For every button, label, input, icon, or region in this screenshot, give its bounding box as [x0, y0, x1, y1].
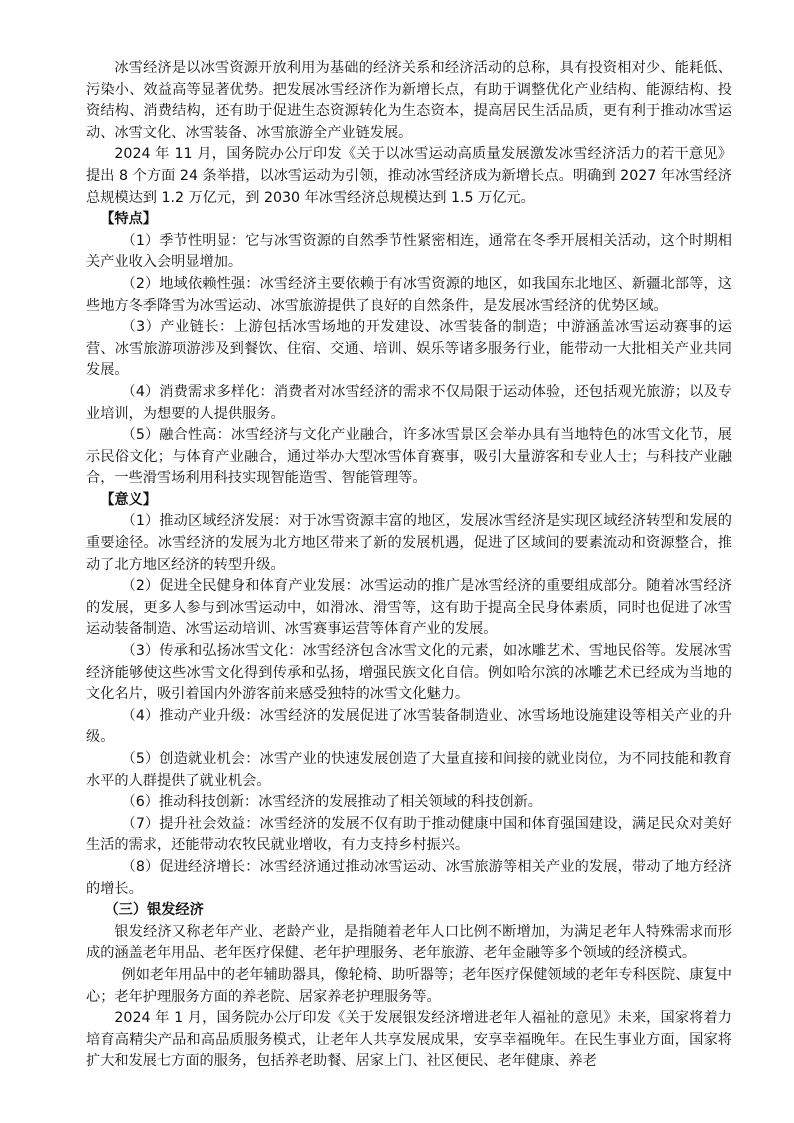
paragraph-silver-examples: 例如老年用品中的老年辅助器具，像轮椅、助听器等；老年医疗保健领域的老年专科医院、康复中心；老年护理服务方面的养老院、居家养老护理服务等。: [86, 966, 732, 1005]
feature-item-1: （1）季节性明显：它与冰雪资源的自然季节性紧密相连，通常在冬季开展相关活动，这个时期相关产业收入会明显增加。: [86, 232, 732, 271]
significance-item-8: （8）促进经济增长：冰雪经济通过推动冰雪运动、冰雪旅游等相关产业的发展，带动了地方经济的增长。: [86, 858, 732, 897]
paragraph-intro: 冰雪经济是以冰雪资源开放利用为基础的经济关系和经济活动的总称，具有投资相对少、能耗低、污染小、效益高等显著优势。把发展冰雪经济作为新增长点，有助于调整优化产业结构、能源结构、投资结构、消费结构，还有助于促进生态资源转化为生态资本，提高居民生活品质，更有利于推动冰雪运动、冰雪文化、冰雪装备、冰雪旅游全产业链发展。: [86, 60, 732, 141]
feature-item-4: （4）消费需求多样化：消费者对冰雪经济的需求不仅局限于运动体验，还包括观光旅游；以及专业培训，为想要的人提供服务。: [86, 383, 732, 422]
significance-item-2: （2）促进全民健身和体育产业发展：冰雪运动的推广是冰雪经济的重要组成部分。随着冰雪经济的发展，更多人参与到冰雪运动中，如滑冰、滑雪等，这有助于提高全民身体素质，同时也促进了冰雪运动装备制造、冰雪运动培训、冰雪赛事运营等体育产业的发展。: [86, 578, 732, 638]
heading-features: 【特点】: [100, 211, 157, 228]
feature-item-5: （5）融合性高：冰雪经济与文化产业融合，许多冰雪景区会举办具有当地特色的冰雪文化节，展示民俗文化；与体育产业融合，通过举办大型冰雪体育赛事，吸引大量游客和专业人士；与科技产业融合，一些滑雪场利用科技实现智能造雪、智能管理等。: [86, 427, 732, 487]
significance-item-1: （1）推动区域经济发展：对于冰雪资源丰富的地区，发展冰雪经济是实现区域经济转型和发展的重要途径。冰雪经济的发展为北方地区带来了新的发展机遇，促进了区域间的要素流动和资源整合，推动了北方地区经济的转型升级。: [86, 513, 732, 573]
significance-item-3: （3）传承和弘扬冰雪文化：冰雪经济包含冰雪文化的元素，如冰雕艺术、雪地民俗等。发展冰雪经济能够使这些冰雪文化得到传承和弘扬，增强民族文化自信。例如哈尔滨的冰雕艺术已经成为当地的文化名片，吸引着国内外游客前来感受独特的冰雪文化魅力。: [86, 643, 732, 703]
significance-item-4: （4）推动产业升级：冰雪经济的发展促进了冰雪装备制造业、冰雪场地设施建设等相关产业的升级。: [86, 707, 732, 746]
section-heading-silver-economy: （三）银发经济: [104, 902, 204, 919]
paragraph-policy-2024-11: 2024 年 11 月，国务院办公厅印发《关于以冰雪运动高质量发展激发冰雪经济活力的若干意见》提出 8 个方面 24 条举措，以冰雪运动为引领，推动冰雪经济成为新增长点。明确到 2027 年冰雪经济总规模达到 1.2 万亿元，到 2030 年冰雪经济总规模达到 1.5 万亿元。: [86, 146, 732, 206]
paragraph-policy-2024-1: 2024 年 1 月，国务院办公厅印发《关于发展银发经济增进老年人福祉的意见》未来，国家将着力培育高精尖产品和高品质服务模式，让老年人共享发展成果，安享幸福晚年。在民生事业方面，国家将扩大和发展七方面的服务，包括养老助餐、居家上门、社区便民、老年健康、养老: [86, 1010, 732, 1070]
feature-item-3: （3）产业链长：上游包括冰雪场地的开发建设、冰雪装备的制造；中游涵盖冰雪运动赛事的运营、冰雪旅游项游涉及到餐饮、住宿、交通、培训、娱乐等诸多服务行业，能带动一大批相关产业共同发展。: [86, 319, 732, 379]
significance-item-5: （5）创造就业机会：冰雪产业的快速发展创造了大量直接和间接的就业岗位，为不同技能和教育水平的人群提供了就业机会。: [86, 751, 732, 789]
paragraph-silver-definition: 银发经济又称老年产业、老龄产业，是指随着老年人口比例不断增加，为满足老年人特殊需求而形成的涵盖老年用品、老年医疗保健、老年护理服务、老年旅游、老年金融等多个领域的经济模式。: [86, 923, 732, 962]
feature-item-2: （2）地域依赖性强：冰雪经济主要依赖于有冰雪资源的地区，如我国东北地区、新疆北部等，这些地方冬季降雪为冰雪运动、冰雪旅游提供了良好的自然条件，是发展冰雪经济的优势区域。: [86, 275, 732, 314]
significance-item-7: （7）提升社会效益：冰雪经济的发展不仅有助于推动健康中国和体育强国建设，满足民众对美好生活的需求，还能带动农牧民就业增收，有力支持乡村振兴。: [86, 815, 732, 854]
significance-item-6: （6）推动科技创新：冰雪经济的发展推动了相关领域的科技创新。: [121, 794, 542, 811]
heading-significance: 【意义】: [100, 491, 157, 508]
